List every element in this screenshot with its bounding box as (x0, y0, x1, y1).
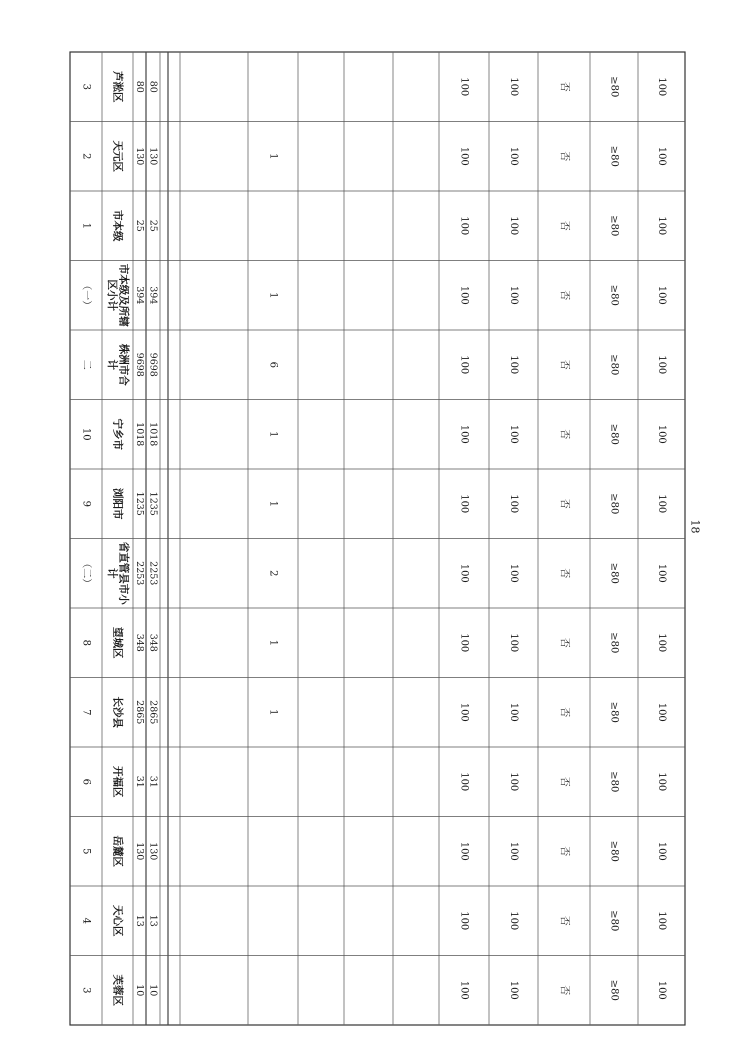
cell-text: ≥80 (608, 76, 620, 98)
cell-v2 (148, 776, 159, 788)
cell-text: ≥80 (608, 701, 620, 723)
cell-text: 100 (458, 146, 470, 166)
cell-text: 市本级 (111, 210, 124, 242)
cell-text: 100 (656, 633, 667, 653)
cell-v2 (148, 422, 159, 446)
cell-name (112, 419, 125, 451)
cell-text: 2 (267, 570, 279, 577)
cell-text: 否 (558, 81, 570, 92)
cell-v2 (148, 700, 159, 724)
cell-text: 100 (656, 77, 667, 97)
cell-text: 否 (558, 846, 570, 857)
cell-text: ≥80 (608, 284, 620, 306)
cell-text: 394 (147, 286, 159, 305)
cell-r2 (268, 292, 279, 298)
cell-v1 (134, 561, 145, 585)
cell-text: 1 (267, 153, 279, 160)
cell-v2 (148, 81, 159, 93)
cell-text: 10 (134, 984, 145, 997)
cell-text: 否 (558, 776, 570, 787)
cell-text: 2865 (147, 700, 159, 725)
cell-text: 100 (656, 355, 667, 375)
cell-num (81, 558, 93, 588)
cell-v1 (134, 776, 145, 788)
cell-text: 100 (656, 772, 667, 792)
cell-c (559, 429, 571, 439)
cell-b (508, 703, 519, 722)
cell-b (508, 355, 519, 374)
cell-text: 2865 (134, 700, 145, 725)
cell-name (112, 71, 125, 103)
cell-text: 6 (80, 778, 92, 785)
cell-e (656, 216, 667, 235)
cell-text: 100 (458, 841, 470, 861)
cell-text: 1 (267, 292, 279, 299)
cell-text: 9698 (147, 352, 159, 377)
cell-text: 100 (508, 911, 519, 931)
cell-text: 394 (134, 286, 145, 305)
cell-d (609, 215, 620, 236)
cell-text: 100 (656, 702, 667, 722)
cell-a (459, 772, 470, 791)
cell-text: 望城区 (111, 627, 124, 659)
cell-e (656, 286, 667, 305)
cell-text: 8 (80, 639, 92, 646)
cell-text: 否 (558, 707, 570, 718)
cell-b (508, 842, 519, 861)
cell-name (112, 975, 125, 1007)
cell-c (559, 360, 571, 370)
cell-text: 否 (558, 220, 570, 231)
cell-text: 100 (458, 216, 470, 236)
cell-e (656, 703, 667, 722)
cell-b (508, 981, 519, 1000)
cell-text: ≥80 (608, 840, 620, 862)
cell-c (559, 221, 571, 231)
cell-b (508, 564, 519, 583)
cell-text: 100 (508, 980, 519, 1000)
cell-name (106, 542, 131, 605)
cell-c (559, 568, 571, 578)
cell-text: 否 (558, 290, 570, 301)
cell-text: 130 (134, 842, 145, 861)
cell-v1 (134, 220, 145, 232)
cell-text: 宁乡市 (111, 418, 124, 450)
cell-c (559, 916, 571, 926)
cell-r2 (268, 501, 279, 507)
cell-b (508, 77, 519, 96)
cell-c (559, 707, 571, 717)
cell-num (81, 360, 92, 370)
cell-e (656, 425, 667, 444)
cell-e (656, 842, 667, 861)
cell-c (559, 846, 571, 856)
cell-text: 开福区 (111, 766, 124, 798)
cell-b (508, 425, 519, 444)
cell-text: 天元区 (111, 140, 124, 172)
cell-text: 100 (656, 494, 667, 514)
cell-text: ≥80 (608, 493, 620, 515)
cell-text: 100 (458, 563, 470, 583)
cell-text: ≥80 (608, 215, 620, 237)
cell-r2 (268, 640, 279, 646)
cell-v2 (148, 984, 159, 996)
cell-c (559, 82, 571, 92)
cell-e (656, 772, 667, 791)
cell-e (656, 633, 667, 652)
cell-text: 100 (458, 633, 470, 653)
cell-text: 100 (508, 424, 519, 444)
cell-a (459, 147, 470, 166)
cell-text: 100 (508, 841, 519, 861)
cell-text: 130 (147, 147, 159, 166)
cell-v1 (134, 353, 145, 377)
cell-text: 100 (458, 772, 470, 792)
cell-name (106, 343, 131, 386)
cell-text: 市本级及所辖 (117, 263, 130, 327)
cell-c (559, 499, 571, 509)
cell-r2 (268, 362, 279, 368)
cell-v1 (134, 286, 145, 304)
cell-b (508, 216, 519, 235)
cell-d (609, 493, 620, 514)
cell-v2 (148, 915, 159, 927)
cell-text: 计 (105, 568, 118, 579)
cell-name (106, 264, 131, 327)
cell-num (81, 918, 92, 924)
cell-c (559, 151, 571, 161)
cell-r2 (268, 709, 279, 715)
cell-text: ≥80 (608, 979, 620, 1001)
cell-text: 2 (80, 153, 92, 160)
cell-num (81, 280, 93, 310)
cell-a (459, 703, 470, 722)
cell-v2 (148, 220, 159, 232)
cell-text: 100 (656, 216, 667, 236)
page-number: 18 (688, 519, 702, 534)
cell-d (609, 771, 620, 792)
cell-text: 100 (458, 355, 470, 375)
cell-text: 1 (80, 222, 92, 229)
cell-text: 1 (267, 639, 279, 646)
cell-text: 100 (508, 355, 519, 375)
cell-text: （二） (80, 558, 92, 589)
cell-text: 31 (134, 775, 145, 788)
cell-v2 (148, 842, 159, 860)
cell-v1 (134, 915, 145, 927)
cell-text: 100 (458, 702, 470, 722)
cell-text: 否 (558, 151, 570, 162)
cell-text: 130 (134, 147, 145, 166)
cell-r2 (268, 570, 279, 576)
cell-text: 348 (134, 633, 145, 652)
cell-a (459, 216, 470, 235)
cell-text: 13 (147, 914, 159, 927)
cell-text: ≥80 (608, 423, 620, 445)
cell-v1 (134, 492, 145, 516)
cell-text: 省直管县市小 (117, 541, 130, 605)
cell-text: 9 (80, 500, 92, 507)
cell-text: 100 (458, 980, 470, 1000)
cell-e (656, 147, 667, 166)
cell-text: 长沙县 (111, 696, 124, 728)
cell-name (112, 766, 125, 798)
cell-text: 否 (558, 985, 570, 996)
cell-text: 否 (558, 568, 570, 579)
cell-text: 100 (656, 911, 667, 931)
cell-text: 浏阳市 (111, 488, 124, 520)
cell-text: ≥80 (608, 771, 620, 793)
cell-text: 100 (508, 563, 519, 583)
cell-text: 区小计 (105, 279, 118, 311)
cell-b (508, 633, 519, 652)
cell-num (81, 84, 92, 90)
cell-text: 1 (267, 431, 279, 438)
cell-text: 芦淞区 (111, 71, 124, 103)
cell-a (459, 911, 470, 930)
cell-text: 芙蓉区 (111, 974, 124, 1006)
cell-name (112, 141, 125, 173)
cell-text: 1 (267, 500, 279, 507)
cell-text: 9698 (134, 352, 145, 377)
table-grid (70, 52, 685, 1025)
cell-a (459, 494, 470, 513)
cell-num (81, 428, 92, 441)
cell-b (508, 286, 519, 305)
cell-text: 10 (147, 984, 159, 997)
cell-text: 100 (656, 980, 667, 1000)
cell-a (459, 981, 470, 1000)
cell-a (459, 286, 470, 305)
cell-text: ≥80 (608, 562, 620, 584)
cell-text: 10 (80, 427, 92, 441)
cell-text: 1018 (134, 422, 145, 447)
cell-text: 2253 (147, 561, 159, 586)
cell-name (112, 488, 125, 520)
cell-text: 100 (508, 772, 519, 792)
cell-d (609, 980, 620, 1001)
cell-v1 (134, 634, 145, 652)
cell-v1 (134, 147, 145, 165)
cell-a (459, 425, 470, 444)
cell-text: 否 (558, 915, 570, 926)
cell-text: ≥80 (608, 910, 620, 932)
cell-v2 (148, 561, 159, 585)
cell-v2 (148, 492, 159, 516)
cell-text: 3 (80, 987, 92, 994)
cell-a (459, 77, 470, 96)
cell-text: 1235 (147, 491, 159, 516)
cell-text: 348 (147, 633, 159, 652)
cell-v1 (134, 422, 145, 446)
cell-text: 13 (134, 914, 145, 927)
cell-r2 (268, 153, 279, 159)
cell-b (508, 494, 519, 513)
cell-text: ≥80 (608, 632, 620, 654)
cell-text: 100 (656, 424, 667, 444)
cell-num (81, 640, 92, 646)
cell-c (559, 777, 571, 787)
cell-text: 100 (458, 494, 470, 514)
cell-text: 100 (656, 146, 667, 166)
cell-text: 否 (558, 637, 570, 648)
cell-b (508, 772, 519, 791)
cell-text: 7 (80, 709, 92, 716)
cell-r2 (268, 431, 279, 437)
cell-text: 100 (458, 285, 470, 305)
cell-d (609, 910, 620, 931)
cell-v2 (148, 286, 159, 304)
cell-name (112, 836, 125, 868)
cell-text: 4 (80, 917, 92, 924)
cell-b (508, 147, 519, 166)
cell-v2 (148, 634, 159, 652)
cell-text: 100 (508, 216, 519, 236)
cell-text: 100 (458, 77, 470, 97)
cell-text: 100 (508, 146, 519, 166)
cell-text: 2253 (134, 561, 145, 586)
cell-text: 80 (134, 80, 145, 93)
cell-text: 25 (147, 219, 159, 232)
cell-d (609, 841, 620, 862)
cell-a (459, 633, 470, 652)
cell-e (656, 981, 667, 1000)
cell-text: 否 (558, 359, 570, 370)
cell-text: （一） (80, 280, 92, 311)
cell-d (609, 424, 620, 445)
cell-v1 (134, 984, 145, 996)
cell-text: 100 (656, 563, 667, 583)
cell-text: 1 (267, 709, 279, 716)
cell-num (81, 223, 92, 229)
cell-text: 100 (458, 424, 470, 444)
cell-d (609, 702, 620, 723)
cell-text: 100 (508, 494, 519, 514)
cell-text: ≥80 (608, 354, 620, 376)
cell-e (656, 911, 667, 930)
cell-name (112, 627, 125, 659)
cell-text: ≥80 (608, 145, 620, 167)
cell-d (609, 563, 620, 584)
cell-text: 100 (508, 285, 519, 305)
cell-d (609, 146, 620, 167)
cell-num (81, 848, 92, 854)
cell-text: 100 (656, 285, 667, 305)
cell-num (81, 501, 92, 507)
cell-e (656, 564, 667, 583)
cell-text: 31 (147, 775, 159, 788)
cell-a (459, 842, 470, 861)
cell-e (656, 494, 667, 513)
cell-name (112, 905, 125, 937)
cell-text: 6 (267, 361, 279, 368)
cell-text: 100 (508, 702, 519, 722)
cell-text: 80 (147, 80, 159, 93)
cell-d (609, 76, 620, 97)
cell-num (81, 709, 92, 715)
cell-c (559, 638, 571, 648)
cell-d (609, 285, 620, 306)
cell-text: 5 (80, 848, 92, 855)
cell-num (81, 987, 92, 993)
cell-v2 (148, 147, 159, 165)
cell-name (112, 210, 125, 242)
cell-v1 (134, 81, 145, 93)
cell-text: 1235 (134, 491, 145, 516)
cell-v1 (134, 700, 145, 724)
cell-a (459, 355, 470, 374)
cell-text: 100 (508, 633, 519, 653)
cell-e (656, 77, 667, 96)
cell-text: 天心区 (111, 905, 124, 937)
cell-num (81, 779, 92, 785)
cell-text: 130 (147, 842, 159, 861)
cell-text: 株洲市合 (117, 343, 130, 386)
cell-text: 100 (458, 911, 470, 931)
cell-d (609, 632, 620, 653)
cell-a (459, 564, 470, 583)
cell-c (559, 290, 571, 300)
cell-v2 (148, 353, 159, 377)
cell-text: 100 (656, 841, 667, 861)
cell-text: 岳麓区 (111, 835, 124, 867)
cell-num (81, 153, 92, 159)
cell-v1 (134, 842, 145, 860)
cell-text: 100 (508, 77, 519, 97)
cell-text: 计 (105, 359, 118, 370)
cell-e (656, 355, 667, 374)
cell-text: 1018 (147, 422, 159, 447)
cell-text: 否 (558, 429, 570, 440)
cell-text: 二 (80, 359, 92, 370)
cell-c (559, 985, 571, 995)
cell-text: 否 (558, 498, 570, 509)
cell-text: 25 (134, 219, 145, 232)
cell-name (112, 697, 125, 729)
cell-b (508, 911, 519, 930)
cell-text: 3 (80, 83, 92, 90)
cell-d (609, 354, 620, 375)
